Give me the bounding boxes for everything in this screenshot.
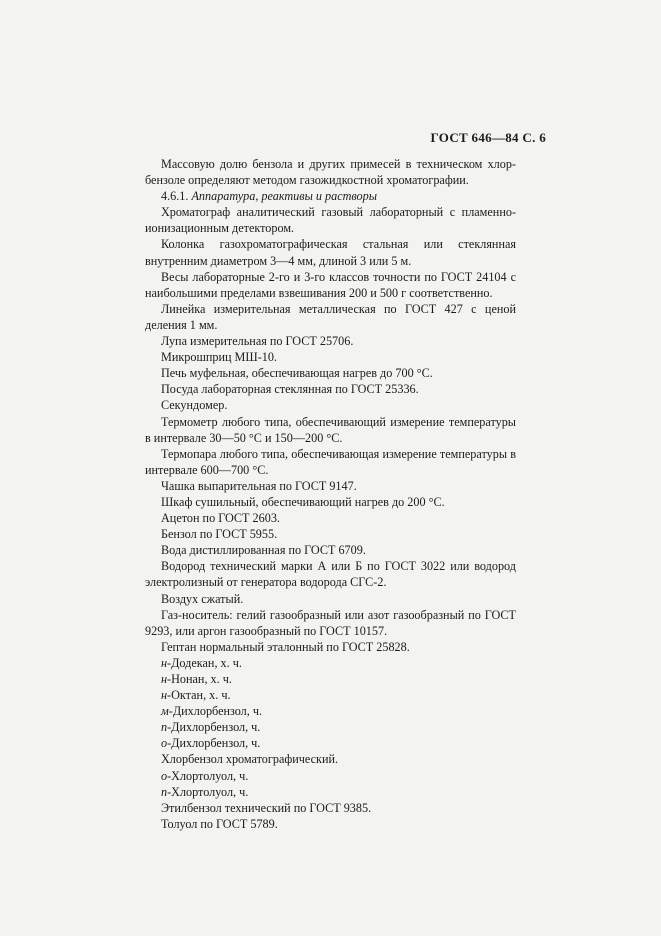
document-body bbox=[145, 156, 516, 832]
section-title: Аппаратура, реактивы и растворы bbox=[191, 189, 377, 204]
list-item-compressed-air bbox=[145, 591, 516, 607]
paragraph-text: Воздух сжатый. bbox=[161, 591, 244, 606]
isomer-prefix: н bbox=[161, 672, 168, 686]
list-item-chlorobenzene bbox=[145, 751, 516, 767]
paragraph-text: Чашка выпарительная по ГОСТ 9147. bbox=[161, 478, 357, 493]
list-item-ethylbenzene bbox=[145, 800, 516, 816]
paragraph-text: Шкаф сушильный, обеспечивающий нагрев до 200 °С. bbox=[161, 494, 445, 509]
list-item-glassware bbox=[145, 381, 516, 397]
paragraph-text: -Дихлорбензол, ч. bbox=[168, 704, 263, 719]
list-item-evaporating-dish bbox=[145, 478, 516, 494]
paragraph-text: -Дихлорбензол, ч. bbox=[167, 720, 261, 735]
page-header: ГОСТ 646—84 С. 6 bbox=[430, 130, 546, 145]
paragraph-text: Термопара любого типа, обеспечивающая измерение температуры в интервале 600—700 °С. bbox=[145, 446, 516, 477]
paragraph-text: -Хлортолуол, ч. bbox=[167, 784, 249, 799]
list-item-benzene bbox=[145, 526, 516, 542]
list-item-p-chlorotoluene bbox=[145, 784, 516, 800]
paragraph-text: -Хлортолуол, ч. bbox=[167, 768, 249, 783]
list-item-toluene bbox=[145, 816, 516, 832]
paragraph-text: Посуда лабораторная стеклянная по ГОСТ 25336. bbox=[161, 382, 419, 397]
paragraph-text: Линейка измерительная металлическая по ГОСТ 427 с ценой деления 1 мм. bbox=[145, 301, 516, 332]
list-item-furnace bbox=[145, 365, 516, 381]
paragraph-text: Гептан нормальный эталонный по ГОСТ 25828. bbox=[161, 639, 410, 654]
isomer-prefix: п bbox=[161, 784, 168, 799]
paragraph-text: Колонка газохроматографическая стальная или стеклянная внутренним диаметром 3—4 мм, длиной 3 или 5 м. bbox=[145, 237, 516, 268]
list-item-stopwatch bbox=[145, 397, 516, 413]
list-item-nonane bbox=[145, 671, 516, 687]
list-item-drying-cabinet bbox=[145, 494, 516, 510]
isomer-prefix: о bbox=[161, 768, 168, 783]
paragraph-intro bbox=[145, 156, 516, 188]
paragraph-text: Водород технический марки А или Б по ГОСТ 3022 или водород электролизный от генератора водорода СГС-2. bbox=[145, 559, 516, 590]
list-item-hydrogen bbox=[145, 558, 516, 590]
isomer-prefix: п bbox=[161, 720, 168, 735]
list-item-carrier-gas bbox=[145, 607, 516, 639]
list-item-scales bbox=[145, 269, 516, 301]
paragraph-text: Ацетон по ГОСТ 2603. bbox=[161, 511, 280, 526]
section-heading-4-6-1 bbox=[145, 188, 516, 204]
paragraph-text: Секундомер. bbox=[161, 398, 228, 413]
paragraph-text: Толуол по ГОСТ 5789. bbox=[161, 816, 278, 831]
list-item-thermocouple bbox=[145, 446, 516, 478]
paragraph-text: -Нонан, х. ч. bbox=[167, 672, 232, 686]
paragraph-text: -Дихлорбензол, ч. bbox=[167, 736, 261, 751]
paragraph-text: Вода дистиллированная по ГОСТ 6709. bbox=[161, 543, 366, 558]
paragraph-text: Весы лабораторные 2-го и 3-го классов точности по ГОСТ 24104 с наибольшими пределами взвешивания 200 и 500 г соответственно. bbox=[145, 269, 516, 300]
isomer-prefix: о bbox=[161, 736, 168, 751]
list-item-m-dichlorobenzene bbox=[145, 703, 516, 719]
paragraph-text: Газ-носитель: гелий газообразный или азот газообразный по ГОСТ 9293, или аргон газообразный по ГОСТ 10157. bbox=[145, 607, 516, 638]
list-item-p-dichlorobenzene bbox=[145, 719, 516, 735]
list-item-acetone bbox=[145, 510, 516, 526]
list-item-thermometer bbox=[145, 414, 516, 446]
paragraph-text: Массовую долю бензола и других примесей в техническом хлор-бензоле определяют методом газожидкостной хроматографии. bbox=[145, 157, 516, 188]
paragraph-text: Термометр любого типа, обеспечивающий измерение температуры в интервале 30—50 °С и 150—200 °С. bbox=[145, 414, 516, 445]
list-item-octane bbox=[145, 687, 516, 703]
paragraph-text: Хлорбензол хроматографический. bbox=[161, 752, 339, 767]
list-item-microsyringe bbox=[145, 349, 516, 365]
list-item-water bbox=[145, 542, 516, 558]
list-item-chromatograph bbox=[145, 204, 516, 236]
list-item-column bbox=[145, 236, 516, 268]
isomer-prefix: м bbox=[161, 704, 169, 719]
isomer-prefix: н bbox=[161, 655, 168, 670]
paragraph-text: Микрошприц МШ-10. bbox=[161, 350, 277, 365]
paragraph-text: Бензол по ГОСТ 5955. bbox=[161, 527, 278, 542]
list-item-o-dichlorobenzene bbox=[145, 735, 516, 751]
paragraph-text: Этилбензол технический по ГОСТ 9385. bbox=[161, 800, 372, 815]
list-item-heptane bbox=[145, 639, 516, 655]
list-item-magnifier bbox=[145, 333, 516, 349]
section-number: 4.6.1. bbox=[161, 189, 192, 204]
paragraph-text: -Октан, х. ч. bbox=[167, 688, 231, 703]
paragraph-text: Хроматограф аналитический газовый лабораторный с пламенно-ионизационным детектором. bbox=[145, 205, 516, 236]
list-item-o-chlorotoluene bbox=[145, 768, 516, 784]
list-item-dodecane bbox=[145, 655, 516, 671]
paragraph-text: Лупа измерительная по ГОСТ 25706. bbox=[161, 334, 354, 349]
isomer-prefix: н bbox=[161, 688, 168, 703]
list-item-ruler bbox=[145, 301, 516, 333]
paragraph-text: Печь муфельная, обеспечивающая нагрев до 700 °С. bbox=[161, 366, 433, 381]
paragraph-text: -Додекан, х. ч. bbox=[167, 655, 242, 670]
